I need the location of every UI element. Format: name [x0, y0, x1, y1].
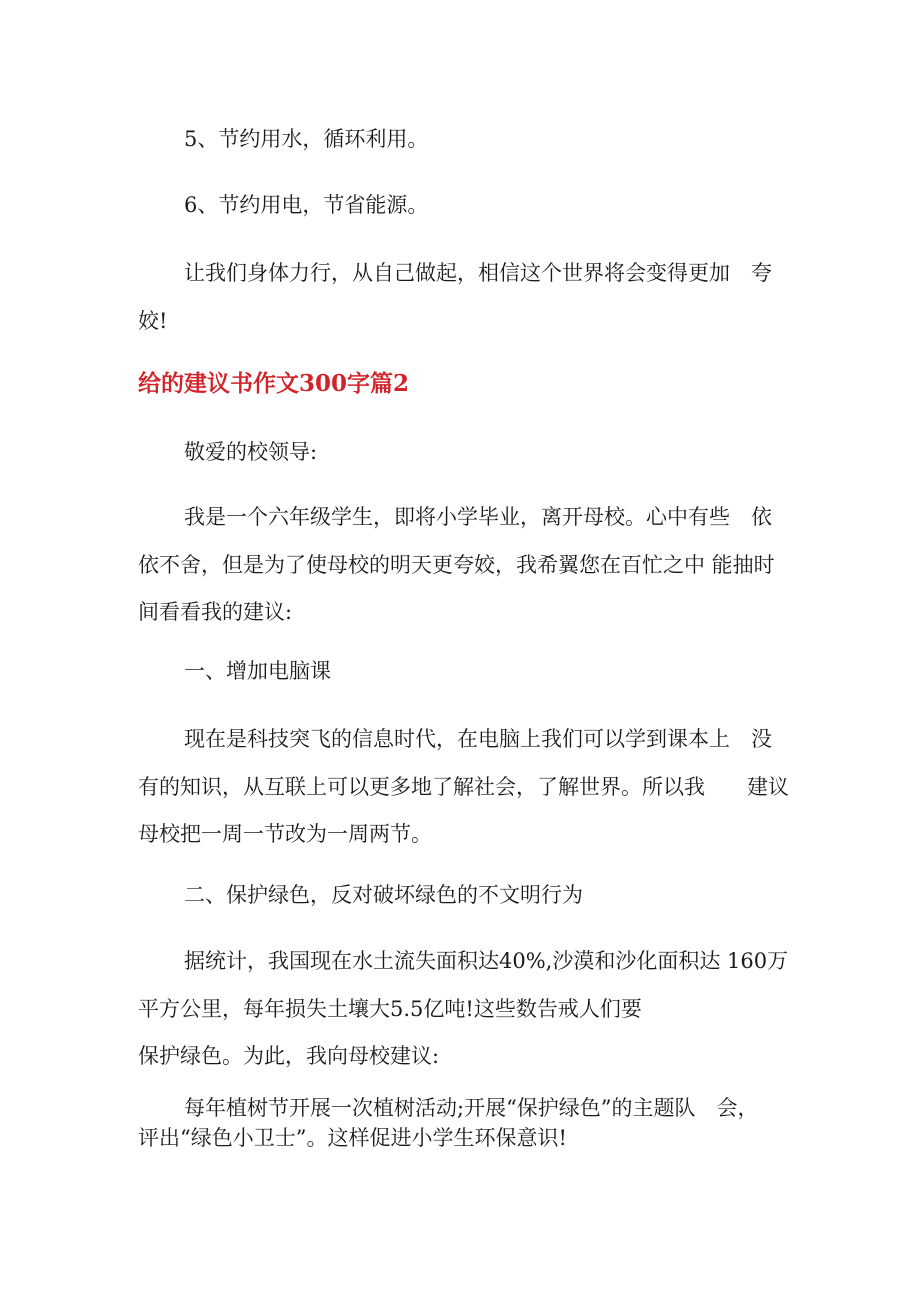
suggestion-two-line5: 评出“绿色小卫士”。这样促进小学生环保意识! — [138, 1126, 567, 1150]
suggestion-one-line1: 现在是科技突飞的信息时代，在电脑上我们可以学到课本上 没 — [184, 727, 772, 751]
paragraph-save-water: 5、节约用水，循环利用。 — [184, 127, 429, 151]
paragraph-conclusion-line2: 姣! — [138, 309, 168, 333]
section-heading: 给的建议书作文300字篇2 — [138, 370, 410, 397]
suggestion-one-title: 一、增加电脑课 — [184, 659, 331, 683]
suggestion-two-line4: 每年植树节开展一次植树活动;开展“保护绿色”的主题队 会， — [184, 1096, 759, 1120]
paragraph-save-power: 6、节约用电，节省能源。 — [184, 193, 429, 217]
intro-line1: 我是一个六年级学生，即将小学毕业，离开母校。心中有些 依 — [184, 505, 772, 529]
paragraph-conclusion-line1: 让我们身体力行，从自己做起，相信这个世界将会变得更加 夸 — [184, 261, 772, 285]
suggestion-one-line3: 母校把一周一节改为一周两节。 — [138, 822, 432, 846]
suggestion-two-line1: 据统计，我国现在水土流失面积达40%,沙漠和沙化面积达 160万 — [184, 949, 789, 973]
suggestion-two-line2: 平方公里，每年损失土壤大5.5亿吨!这些数告戒人们要 — [138, 997, 642, 1021]
suggestion-two-title: 二、保护绿色，反对破坏绿色的不文明行为 — [184, 883, 583, 907]
suggestion-two-line3: 保护绿色。为此，我向母校建议: — [138, 1044, 440, 1068]
suggestion-one-line2: 有的知识，从互联上可以更多地了解社会，了解世界。所以我 建议 — [138, 775, 789, 799]
intro-line3: 间看看我的建议: — [138, 600, 293, 624]
salutation: 敬爱的校领导: — [184, 440, 318, 464]
intro-line2: 依不舍，但是为了使母校的明天更夸姣，我希翼您在百忙之中 能抽时 — [138, 553, 775, 577]
